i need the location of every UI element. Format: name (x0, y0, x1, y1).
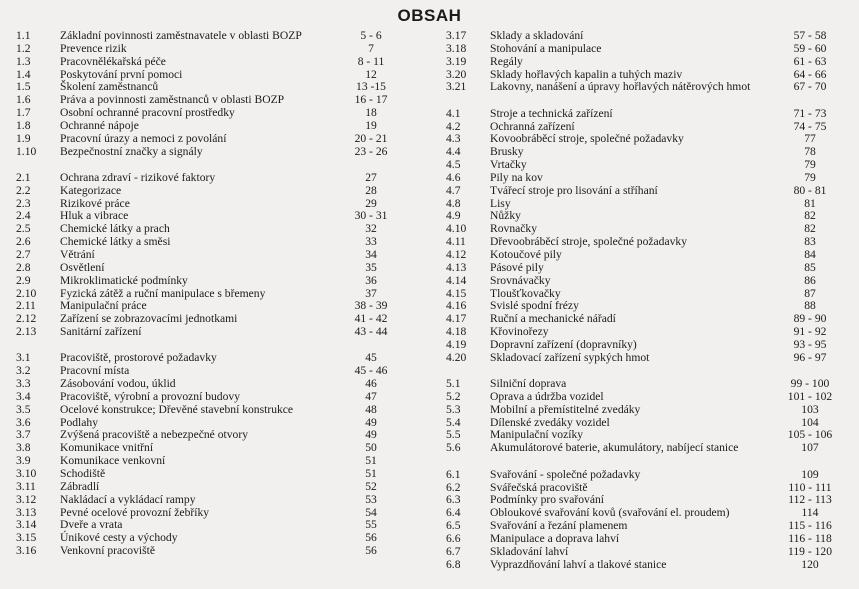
toc-entry-page: 20 - 21 (354, 131, 388, 145)
toc-entry-page: 85 (804, 260, 816, 274)
toc-entry-number: 6.6 (446, 531, 461, 545)
toc-entry (446, 30, 850, 43)
toc-entry-number: 4.4 (446, 145, 461, 159)
toc-entry (446, 43, 850, 56)
toc-entry-number: 2.13 (16, 325, 37, 339)
toc-entry-number: 4.2 (446, 119, 461, 133)
toc-entry-title: Nůžky (490, 209, 521, 223)
toc-entry-number: 2.8 (16, 260, 31, 274)
toc-entry-title: Skladovací zařízení sypkých hmot (490, 350, 650, 364)
toc-entry-title: Pily na kov (490, 170, 543, 184)
toc-entry-number: 4.19 (446, 337, 467, 351)
toc-entry-number: 1.6 (16, 93, 31, 107)
toc-entry-page: 50 (365, 441, 377, 455)
toc-entry (446, 559, 850, 572)
toc-entry-title: Komunikace venkovní (60, 454, 166, 468)
toc-entry-number: 4.20 (446, 350, 467, 364)
toc-entry-page: 61 - 63 (793, 54, 827, 68)
toc-entry-title: Dřevoobráběcí stroje, společné požadavky (490, 235, 688, 249)
toc-entry-title: Poskytování první pomoci (60, 67, 183, 81)
toc-entry-page: 71 - 73 (793, 106, 827, 120)
toc-entry-number: 1.1 (16, 29, 31, 42)
toc-entry-title: Ochrana zdraví - rizikové faktory (60, 170, 216, 184)
toc-entry (16, 494, 411, 507)
toc-entry-title: Osvětlení (60, 260, 105, 274)
toc-entry-page: 116 - 118 (788, 531, 832, 545)
toc-entry (446, 275, 850, 288)
toc-entry-number: 3.18 (446, 41, 467, 55)
toc-entry-title: Zvýšená pracoviště a nebezpečné otvory (60, 428, 248, 442)
toc-entry (16, 185, 411, 198)
toc-entry-number: 5.6 (446, 441, 461, 455)
toc-entry-page: 52 (365, 479, 377, 493)
toc-entry-page: 19 (365, 118, 377, 132)
toc-entry-title: Dopravní zařízení (dopravníky) (490, 337, 637, 351)
toc-entry-title: Zásobování vodou, úklid (60, 377, 176, 391)
toc-entry-page: 86 (804, 273, 816, 287)
toc-entry-page: 13 -15 (356, 80, 386, 94)
toc-entry-page: 87 (804, 286, 816, 300)
toc-entry (16, 481, 411, 494)
toc-entry-number: 1.5 (16, 80, 31, 94)
toc-entry-number: 1.4 (16, 67, 31, 81)
toc-entry-number: 4.9 (446, 209, 461, 223)
toc-entry-number: 4.14 (446, 273, 467, 287)
toc-entry-number: 3.9 (16, 454, 31, 468)
toc-entry-number: 2.7 (16, 248, 31, 261)
toc-entry (446, 533, 850, 546)
toc-entry-number: 4.15 (446, 286, 467, 300)
toc-entry-page: 103 (801, 402, 819, 416)
toc-entry (446, 469, 850, 482)
toc-entry-page: 55 (365, 518, 377, 532)
toc-entry-page: 45 (365, 351, 377, 365)
toc-entry-number: 2.12 (16, 312, 37, 326)
toc-entry-number: 5.3 (446, 402, 461, 416)
toc-entry-page: 56 (365, 544, 377, 558)
toc-entry-title: Svařování - společné požadavky (490, 467, 641, 481)
toc-entry-number: 4.8 (446, 196, 461, 210)
toc-entry-title: Mikroklimatické podmínky (60, 273, 188, 287)
toc-entry-page: 114 (801, 506, 819, 520)
toc-entry-number: 3.15 (16, 531, 37, 545)
toc-entry-page: 110 - 111 (788, 480, 832, 494)
toc-entry-title: Rizikové práce (60, 196, 130, 210)
toc-entry (446, 249, 850, 262)
toc-entry-number: 3.2 (16, 364, 31, 378)
toc-entry-number: 2.4 (16, 209, 31, 223)
toc-entry-page: 53 (365, 492, 377, 506)
toc-entry-number: 3.20 (446, 67, 467, 81)
toc-entry-number: 1.7 (16, 106, 31, 120)
toc-entry-title: Rovnačky (490, 222, 538, 236)
toc-entry-page: 93 - 95 (793, 337, 827, 351)
toc-entry-number: 6.2 (446, 480, 461, 494)
toc-entry-number: 1.3 (16, 54, 31, 68)
toc-entry-page: 28 (365, 183, 377, 197)
toc-entry-number: 3.3 (16, 377, 31, 391)
toc-entry-title: Ochranná zařízení (490, 119, 575, 133)
toc-entry-title: Schodiště (60, 467, 106, 480)
toc-entry (446, 81, 850, 94)
toc-entry (446, 391, 850, 404)
toc-entry-number: 6.5 (446, 519, 461, 533)
toc-entry-title: Křovinořezy (490, 325, 549, 339)
toc-entry-page: 109 (801, 467, 819, 481)
toc-entry-number: 1.10 (16, 144, 37, 158)
toc-entry-title: Komunikace vnitřní (60, 441, 154, 455)
toc-entry-number: 2.2 (16, 183, 31, 197)
toc-entry-page: 29 (365, 196, 377, 210)
toc-entry (16, 133, 411, 146)
toc-entry-page: 41 - 42 (354, 312, 388, 326)
toc-entry-page: 83 (804, 235, 816, 249)
toc-entry-page: 8 - 11 (357, 54, 385, 68)
toc-entry-title: Srovnávačky (490, 273, 551, 287)
toc-entry-number: 3.12 (16, 492, 37, 506)
toc-entry-page: 88 (804, 299, 816, 313)
toc-entry-title: Kategorizace (60, 183, 122, 197)
toc-entry-title: Mobilní a přemístitelné zvedáky (490, 402, 641, 416)
toc-entry-title: Únikové cesty a východy (60, 531, 178, 545)
toc-entry-page: 89 - 90 (793, 312, 827, 326)
toc-entry-title: Bezpečnostní značky a signály (60, 144, 203, 158)
toc-entry-title: Zařízení se zobrazovacími jednotkami (60, 312, 238, 326)
toc-entry-page: 16 - 17 (354, 93, 388, 107)
toc-entry (446, 352, 850, 365)
toc-entry (16, 249, 411, 262)
toc-entry-page: 64 - 66 (793, 67, 827, 81)
toc-entry-page: 56 (365, 531, 377, 545)
toc-entry-title: Sklady a skladování (490, 29, 584, 42)
toc-entry-number: 4.11 (446, 235, 466, 249)
toc-entry-title: Větrání (60, 248, 95, 261)
toc-entry-number: 4.17 (446, 312, 467, 326)
toc-entry-page: 51 (365, 454, 377, 468)
toc-entry-title: Chemické látky a prach (60, 222, 170, 236)
toc-entry-page: 33 (365, 235, 377, 249)
toc-entry (16, 378, 411, 391)
toc-entry-number: 3.10 (16, 467, 37, 480)
toc-column-right (446, 30, 850, 571)
toc-entry-page: 18 (365, 106, 377, 120)
toc-entry-number: 4.12 (446, 248, 467, 261)
toc-entry-page: 91 - 92 (793, 325, 827, 339)
toc-entry-number: 2.5 (16, 222, 31, 236)
toc-entry (16, 107, 411, 120)
toc-entry (446, 520, 850, 533)
toc-entry-title: Ochranné nápoje (60, 118, 139, 132)
toc-entry-title: Ruční a mechanické nářadí (490, 312, 616, 326)
toc-entry-title: Chemické látky a směsi (60, 235, 171, 249)
toc-entry-title: Regály (490, 54, 523, 68)
toc-entry-page: 27 (365, 170, 377, 184)
toc-entry (16, 545, 411, 558)
toc-entry-title: Lisy (490, 196, 511, 210)
toc-entry-title: Svařování a řezání plamenem (490, 519, 628, 533)
toc-entry-number: 3.11 (16, 479, 36, 493)
toc-column-left (16, 30, 411, 558)
toc-entry-title: Ocelové konstrukce; Dřevěné stavební konstrukce (60, 402, 294, 416)
toc-entry-page: 49 (365, 428, 377, 442)
toc-entry (446, 172, 850, 185)
toc-entry-page: 49 (365, 415, 377, 429)
toc-entry-number: 6.8 (446, 557, 461, 571)
toc-entry-number: 3.6 (16, 415, 31, 429)
toc-entry (446, 378, 850, 391)
toc-entry (446, 159, 850, 172)
toc-entry-page: 35 (365, 260, 377, 274)
toc-entry (16, 468, 411, 481)
toc-entry-number: 3.1 (16, 351, 31, 365)
toc-entry-page: 59 - 60 (793, 41, 827, 55)
toc-entry-page: 23 - 26 (354, 144, 388, 158)
toc-entry-page: 51 (365, 467, 377, 480)
toc-entry-page: 77 (804, 132, 816, 146)
toc-entry-number: 4.3 (446, 132, 461, 146)
toc-entry-page: 81 (804, 196, 816, 210)
toc-entry-number: 4.10 (446, 222, 467, 236)
toc-section-group (16, 352, 411, 558)
toc-entry-title: Hluk a vibrace (60, 209, 129, 223)
toc-entry-number: 6.1 (446, 467, 461, 481)
toc-entry (446, 546, 850, 559)
toc-entry-number: 4.7 (446, 183, 461, 197)
toc-entry (446, 326, 850, 339)
toc-entry-number: 3.7 (16, 428, 31, 442)
toc-entry (16, 404, 411, 417)
toc-entry-number: 2.1 (16, 170, 31, 184)
toc-entry (16, 120, 411, 133)
toc-entry-number: 2.3 (16, 196, 31, 210)
toc-entry-title: Akumulátorové baterie, akumulátory, nabíjecí stanice (490, 441, 739, 455)
toc-entry (16, 172, 411, 185)
toc-entry-page: 43 - 44 (354, 325, 388, 339)
toc-entry-title: Osobní ochranné pracovní prostředky (60, 106, 235, 120)
page-title: OBSAH (397, 6, 462, 25)
toc-entry-title: Tvářecí stroje pro lisování a stříhaní (490, 183, 658, 197)
toc-entry-page: 74 - 75 (793, 119, 827, 133)
toc-entry-title: Obloukové svařování kovů (svařování el. proudem) (490, 506, 730, 520)
toc-entry-page: 38 - 39 (354, 299, 388, 313)
toc-entry-page: 5 - 6 (360, 29, 382, 42)
toc-entry-title: Základní povinnosti zaměstnavatele v oblasti BOZP (60, 29, 302, 42)
toc-entry-title: Manipulační vozíky (490, 428, 584, 442)
toc-entry-title: Sanitární zařízení (60, 325, 142, 339)
toc-section-group (16, 30, 411, 158)
toc-entry-page: 104 (801, 415, 819, 429)
toc-entry-page: 79 (804, 170, 816, 184)
toc-entry-number: 2.9 (16, 273, 31, 287)
toc-entry-page: 32 (365, 222, 377, 236)
toc-entry (446, 108, 850, 121)
toc-entry-title: Skladování lahví (490, 544, 569, 558)
toc-entry-number: 5.4 (446, 415, 461, 429)
toc-entry-number: 5.2 (446, 389, 461, 403)
toc-entry-title: Podlahy (60, 415, 99, 429)
toc-entry-title: Práva a povinnosti zaměstnanců v oblasti BOZP (60, 93, 285, 107)
toc-entry-title: Pracovnělékařská péče (60, 54, 166, 68)
toc-entry-page: 46 (365, 377, 377, 391)
toc-entry-title: Manipulační práce (60, 299, 147, 313)
toc-section-group (16, 172, 411, 339)
toc-entry-title: Lakovny, nanášení a úpravy hořlavých nátěrových hmot (490, 80, 751, 94)
toc-entry-title: Stohování a manipulace (490, 41, 602, 55)
toc-entry-page: 101 - 102 (787, 389, 833, 403)
toc-entry-number: 6.3 (446, 493, 461, 507)
toc-entry-title: Pracoviště, prostorové požadavky (60, 351, 217, 365)
toc-entry (446, 339, 850, 352)
toc-entry-page: 119 - 120 (787, 544, 832, 558)
toc-entry (446, 56, 850, 69)
toc-entry-page: 37 (365, 286, 377, 300)
toc-entry (16, 262, 411, 275)
toc-entry-page: 99 - 100 (790, 377, 830, 391)
toc-entry-number: 4.13 (446, 260, 467, 274)
toc-entry-title: Vyprazdňování lahví a tlakové stanice (490, 557, 667, 571)
toc-entry-number: 5.5 (446, 428, 461, 442)
toc-section-group (446, 378, 850, 455)
toc-entry-number: 6.7 (446, 544, 461, 558)
toc-entry-number: 1.8 (16, 118, 31, 132)
toc-entry-page: 79 (804, 158, 816, 172)
toc-entry (16, 326, 411, 339)
toc-entry (16, 275, 411, 288)
toc-entry-title: Svářečská pracoviště (490, 480, 588, 494)
toc-entry-page: 84 (804, 248, 816, 261)
toc-entry (16, 391, 411, 404)
toc-entry-title: Oprava a údržba vozidel (490, 389, 604, 403)
toc-entry-title: Vrtačky (490, 158, 527, 172)
toc-entry-title: Brusky (490, 145, 524, 159)
toc-entry-page: 7 (368, 41, 374, 55)
toc-entry-number: 2.10 (16, 286, 37, 300)
toc-entry (16, 146, 411, 159)
toc-entry-page: 107 (801, 441, 819, 455)
toc-entry-title: Pracovní místa (60, 364, 130, 378)
toc-entry-number: 4.6 (446, 170, 461, 184)
toc-entry-page: 120 (801, 557, 819, 571)
toc-entry-page: 105 - 106 (787, 428, 833, 442)
toc-entry-number: 3.14 (16, 518, 37, 532)
toc-entry (16, 56, 411, 69)
toc-section-group (446, 469, 850, 572)
toc-entry-title: Dílenské zvedáky vozidel (490, 415, 610, 429)
toc-entry-number: 1.2 (16, 41, 31, 55)
toc-entry (446, 404, 850, 417)
toc-entry-number: 3.16 (16, 544, 37, 558)
toc-entry-number: 3.17 (446, 29, 467, 42)
toc-entry-title: Fyzická zátěž a ruční manipulace s břemeny (60, 286, 266, 300)
toc-entry-title: Kovoobráběcí stroje, společné požadavky (490, 132, 684, 146)
toc-entry (446, 185, 850, 198)
toc-entry-title: Školení zaměstnanců (60, 80, 159, 94)
toc-entry-number: 3.8 (16, 441, 31, 455)
toc-entry-title: Stroje a technická zařízení (490, 106, 613, 120)
toc-entry-title: Pracoviště, výrobní a provozní budovy (60, 389, 240, 403)
toc-entry-number: 3.21 (446, 80, 467, 94)
toc-entry-title: Tloušťkovačky (490, 286, 561, 300)
toc-entry-number: 4.1 (446, 106, 461, 120)
toc-entry (16, 30, 411, 43)
toc-entry-title: Dveře a vrata (60, 518, 123, 532)
toc-entry (446, 442, 850, 455)
toc-entry-title: Sklady hořlavých kapalin a tuhých maziv (490, 67, 683, 81)
toc-entry-number: 5.1 (446, 377, 461, 391)
toc-entry-number: 4.5 (446, 158, 461, 172)
toc-entry-number: 3.13 (16, 505, 37, 519)
toc-entry-page: 45 - 46 (354, 364, 388, 378)
toc-entry-title: Podmínky pro svařování (490, 493, 604, 507)
toc-entry-number: 1.9 (16, 131, 31, 145)
toc-entry-number: 4.16 (446, 299, 467, 313)
toc-entry-page: 96 - 97 (793, 350, 827, 364)
toc-entry-page: 57 - 58 (793, 29, 827, 42)
toc-entry-page: 47 (365, 389, 377, 403)
toc-entry-page: 48 (365, 402, 377, 416)
toc-entry-number: 3.5 (16, 402, 31, 416)
toc-entry-page: 54 (365, 505, 377, 519)
toc-entry-title: Silniční doprava (490, 377, 567, 391)
toc-entry (16, 43, 411, 56)
toc-entry-title: Manipulace a doprava lahví (490, 531, 620, 545)
toc-entry-page: 12 (365, 67, 377, 81)
toc-entry-number: 3.4 (16, 389, 31, 403)
toc-entry-title: Nakládací a vykládací rampy (60, 492, 196, 506)
toc-entry-title: Svislé spodní frézy (490, 299, 579, 313)
toc-entry-title: Kotoučové pily (490, 248, 562, 261)
toc-entry-title: Prevence rizik (60, 41, 127, 55)
toc-entry-title: Pásové pily (490, 260, 544, 274)
toc-entry-page: 82 (804, 222, 816, 236)
toc-entry-title: Pevné ocelové provozní žebříky (60, 505, 210, 519)
toc-entry-page: 115 - 116 (788, 519, 832, 533)
toc-entry-page: 36 (365, 273, 377, 287)
toc-entry (446, 262, 850, 275)
toc-section-group (446, 30, 850, 94)
toc-entry-page: 67 - 70 (793, 80, 827, 94)
toc-entry-page: 80 - 81 (793, 183, 827, 197)
toc-entry-page: 112 - 113 (788, 493, 832, 507)
toc-entry-page: 82 (804, 209, 816, 223)
toc-entry-title: Venkovní pracoviště (60, 544, 155, 558)
toc-entry-page: 34 (365, 248, 377, 261)
toc-section-group (446, 108, 850, 365)
toc-entry-number: 2.6 (16, 235, 31, 249)
toc-entry-title: Zábradlí (60, 479, 100, 493)
toc-entry-number: 4.18 (446, 325, 467, 339)
toc-entry-page: 30 - 31 (354, 209, 388, 223)
toc-entry-page: 78 (804, 145, 816, 159)
toc-entry-title: Pracovní úrazy a nemoci z povolání (60, 131, 227, 145)
toc-entry-number: 6.4 (446, 506, 461, 520)
toc-entry-number: 2.11 (16, 299, 36, 313)
toc-entry-number: 3.19 (446, 54, 467, 68)
